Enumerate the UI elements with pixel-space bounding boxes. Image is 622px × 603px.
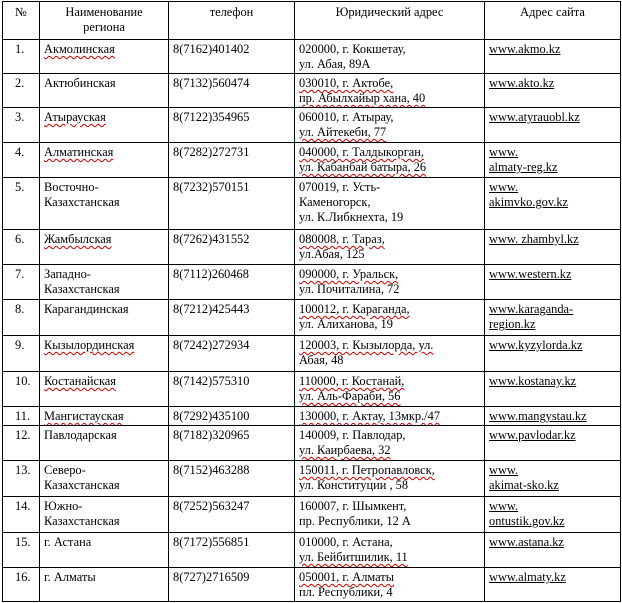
- cell-region-name: [40, 372, 169, 407]
- region-name-line: Западно-: [44, 267, 91, 281]
- header-phone: телефон: [169, 2, 295, 40]
- cell-website: [485, 372, 621, 407]
- table-row: [3, 461, 621, 497]
- cell-website: [485, 426, 621, 461]
- table-row: [3, 426, 621, 461]
- cell-region-name: [40, 108, 169, 143]
- website-link-line[interactable]: www.kostanay.kz: [489, 374, 577, 388]
- region-name-line: Павлодарская: [44, 428, 117, 442]
- address-line: 120003, г. Кызылорда, ул.: [299, 338, 434, 352]
- address-line: пл. Республики, 4: [299, 585, 393, 599]
- cell-phone: 8(7232)570151: [169, 178, 295, 230]
- cell-region-name: [40, 40, 169, 74]
- website-link-line[interactable]: almaty-reg.kz: [489, 160, 558, 174]
- cell-address: [295, 230, 485, 265]
- website-link-line[interactable]: ontustik.gov.kz: [489, 514, 565, 528]
- cell-website: [485, 40, 621, 74]
- cell-num: 8.: [3, 300, 40, 336]
- cell-website: [485, 265, 621, 300]
- address-line: Абая, 48: [299, 353, 344, 367]
- cell-address: [295, 108, 485, 143]
- cell-website: [485, 74, 621, 108]
- cell-num: 4.: [3, 143, 40, 178]
- cell-website: [485, 300, 621, 336]
- cell-num: 10.: [3, 372, 40, 407]
- cell-num: 9.: [3, 336, 40, 372]
- cell-phone: 8(7182)320965: [169, 426, 295, 461]
- address-line: 090000, г. Уральск,: [299, 267, 399, 281]
- cell-website: [485, 108, 621, 143]
- website-link-line[interactable]: www.akmo.kz: [489, 42, 561, 56]
- website-link-line[interactable]: www.almaty.kz: [489, 570, 566, 584]
- website-link[interactable]: [489, 535, 616, 550]
- address-line: ул. Аль-Фараби, 56: [299, 389, 401, 403]
- regions-table: [2, 1, 621, 602]
- cell-region-name: [40, 265, 169, 300]
- region-name-line: Казахстанская: [44, 195, 120, 209]
- address-line: ул. Абая, 89А: [299, 57, 371, 71]
- region-name-line: Мангистауская: [44, 409, 124, 423]
- cell-phone: 8(7282)272731: [169, 143, 295, 178]
- address-line: пр. Абылхайыр хана, 40: [299, 91, 426, 105]
- cell-region-name: [40, 336, 169, 372]
- region-name-line: г. Астана: [44, 535, 92, 549]
- cell-num: 6.: [3, 230, 40, 265]
- cell-region-name: [40, 300, 169, 336]
- website-link[interactable]: [489, 110, 616, 125]
- address-line: 100012, г. Караганда,: [299, 302, 410, 316]
- table-row: [3, 407, 621, 426]
- website-link[interactable]: [489, 180, 616, 210]
- website-link-line[interactable]: www.: [489, 499, 519, 513]
- cell-num: 16.: [3, 568, 40, 602]
- cell-region-name: [40, 178, 169, 230]
- address-line: 060010, г. Атырау,: [299, 110, 394, 124]
- cell-website: [485, 533, 621, 568]
- website-link-line[interactable]: www.pavlodar.kz: [489, 428, 576, 442]
- cell-address: [295, 568, 485, 602]
- website-link[interactable]: [489, 463, 616, 493]
- cell-num: 2.: [3, 74, 40, 108]
- website-link-line[interactable]: akimat-sko.kz: [489, 478, 559, 492]
- website-link[interactable]: [489, 570, 616, 585]
- header-address: Юридический адрес: [295, 2, 485, 40]
- website-link[interactable]: [489, 267, 616, 282]
- cell-num: 7.: [3, 265, 40, 300]
- cell-address: [295, 336, 485, 372]
- address-line: 080008, г. Тараз,: [299, 232, 385, 246]
- table-row: [3, 265, 621, 300]
- cell-phone: 8(7152)463288: [169, 461, 295, 497]
- table-row: [3, 143, 621, 178]
- address-line: ул. Алиханова, 19: [299, 317, 393, 331]
- website-link-line[interactable]: www.western.kz: [489, 267, 572, 281]
- website-link-line[interactable]: www.: [489, 145, 519, 159]
- region-name-line: Казахстанская: [44, 514, 120, 528]
- address-line: ул. Конституции , 58: [299, 478, 409, 492]
- cell-region-name: [40, 230, 169, 265]
- cell-phone: 8(7122)354965: [169, 108, 295, 143]
- table-row: [3, 40, 621, 74]
- address-line: 050001, г. Алматы: [299, 570, 395, 584]
- cell-num: 11.: [3, 407, 40, 426]
- website-link[interactable]: [489, 428, 616, 443]
- website-link-line[interactable]: www.mangystau.kz: [489, 409, 587, 423]
- cell-num: 13.: [3, 461, 40, 497]
- address-line: 030010, г. Актобе,: [299, 76, 394, 90]
- region-name-line: г. Алматы: [44, 570, 96, 584]
- cell-address: [295, 40, 485, 74]
- address-line: 160007, г. Шымкент,: [299, 499, 407, 513]
- address-line: 070019, г. Усть-: [299, 180, 381, 194]
- cell-num: 12.: [3, 426, 40, 461]
- region-name-line: Костанайская: [44, 374, 117, 388]
- cell-website: [485, 143, 621, 178]
- cell-phone: 8(7262)431552: [169, 230, 295, 265]
- cell-phone: 8(7162)401402: [169, 40, 295, 74]
- website-link-line[interactable]: www.astana.kz: [489, 535, 564, 549]
- address-line: Каменогорск,: [299, 195, 371, 209]
- cell-num: 3.: [3, 108, 40, 143]
- cell-website: [485, 461, 621, 497]
- header-num: №: [3, 2, 40, 40]
- cell-region-name: [40, 461, 169, 497]
- cell-num: 14.: [3, 497, 40, 533]
- website-link[interactable]: [489, 76, 616, 91]
- region-name-line: Алматинская: [44, 145, 114, 159]
- cell-region-name: [40, 568, 169, 602]
- cell-region-name: [40, 143, 169, 178]
- cell-address: [295, 74, 485, 108]
- cell-region-name: [40, 407, 169, 426]
- cell-region-name: [40, 426, 169, 461]
- region-name-line: Южно-: [44, 499, 83, 513]
- cell-website: [485, 497, 621, 533]
- cell-address: [295, 407, 485, 426]
- address-line: ул. Айтекеби, 77: [299, 125, 387, 139]
- website-link[interactable]: [489, 338, 616, 353]
- website-link-line[interactable]: www.atyrauobl.kz: [489, 110, 580, 124]
- website-link-line[interactable]: www. zhambyl.kz: [489, 232, 579, 246]
- cell-phone: 8(7212)425443: [169, 300, 295, 336]
- cell-num: 15.: [3, 533, 40, 568]
- cell-address: [295, 372, 485, 407]
- cell-website: [485, 178, 621, 230]
- cell-phone: 8(7252)563247: [169, 497, 295, 533]
- website-link[interactable]: [489, 374, 616, 389]
- region-name-line: Акмолинская: [44, 42, 115, 56]
- website-link[interactable]: [489, 302, 616, 332]
- table-row: [3, 230, 621, 265]
- region-name-line: Восточно-: [44, 180, 99, 194]
- region-name-line: Казахстанская: [44, 282, 120, 296]
- header-website: Адрес сайта: [485, 2, 621, 40]
- region-name-line: Жамбылская: [44, 232, 112, 246]
- website-link-line[interactable]: www.: [489, 180, 519, 194]
- cell-website: [485, 568, 621, 602]
- region-name-line: Актюбинская: [44, 76, 116, 90]
- website-link-line[interactable]: www.: [489, 463, 519, 477]
- cell-phone: 8(7132)560474: [169, 74, 295, 108]
- address-line: ул. К.Либкнехта, 19: [299, 210, 404, 224]
- region-name-line: Казахстанская: [44, 478, 120, 492]
- cell-region-name: [40, 74, 169, 108]
- header-row: [3, 2, 621, 40]
- cell-phone: 8(7142)575310: [169, 372, 295, 407]
- cell-phone: 8(727)2716509: [169, 568, 295, 602]
- table-row: [3, 300, 621, 336]
- address-line: 040000, г. Талдыкорган,: [299, 145, 425, 159]
- cell-website: [485, 336, 621, 372]
- header-region-name-line2: региона: [83, 20, 125, 34]
- cell-website: [485, 407, 621, 426]
- website-link-line[interactable]: www.kyzylorda.kz: [489, 338, 583, 352]
- cell-phone: 8(7292)435100: [169, 407, 295, 426]
- address-line: ул. Каирбаева, 32: [299, 443, 391, 457]
- cell-address: [295, 300, 485, 336]
- cell-website: [485, 230, 621, 265]
- address-line: 150011, г. Петропавловск,: [299, 463, 435, 477]
- cell-address: [295, 461, 485, 497]
- address-line: ул. Почиталина, 72: [299, 282, 400, 296]
- cell-address: [295, 497, 485, 533]
- website-link[interactable]: [489, 42, 616, 57]
- region-name-line: Карагандинская: [44, 302, 129, 316]
- address-line: ул.Абая, 125: [299, 247, 365, 261]
- website-link-line[interactable]: region.kz: [489, 317, 536, 331]
- cell-address: [295, 265, 485, 300]
- address-line: ул. Бейбитшилик, 11: [299, 550, 408, 564]
- table-row: [3, 372, 621, 407]
- address-line: 020000, г. Кокшетау,: [299, 42, 406, 56]
- cell-num: 5.: [3, 178, 40, 230]
- table-row: [3, 336, 621, 372]
- header-region-name: [40, 2, 169, 40]
- cell-address: [295, 178, 485, 230]
- website-link[interactable]: [489, 409, 616, 424]
- table-row: [3, 568, 621, 602]
- region-name-line: Северо-: [44, 463, 86, 477]
- cell-address: [295, 533, 485, 568]
- cell-address: [295, 143, 485, 178]
- address-line: 010000, г. Астана,: [299, 535, 393, 549]
- website-link-line[interactable]: www.karaganda-: [489, 302, 574, 316]
- table-row: [3, 178, 621, 230]
- cell-address: [295, 426, 485, 461]
- header-region-name-line1: Наименование: [65, 5, 143, 19]
- address-line: 110000, г. Костанай,: [299, 374, 405, 388]
- cell-region-name: [40, 497, 169, 533]
- address-line: пр. Республики, 12 А: [299, 514, 411, 528]
- address-line: 130000, г. Актау, 13мкр./47: [299, 409, 441, 423]
- cell-num: 1.: [3, 40, 40, 74]
- table-row: [3, 533, 621, 568]
- website-link-line[interactable]: www.akto.kz: [489, 76, 555, 90]
- website-link[interactable]: [489, 232, 616, 247]
- cell-phone: 8(7242)272934: [169, 336, 295, 372]
- region-name-line: Атырауская: [44, 110, 106, 124]
- website-link[interactable]: [489, 145, 616, 175]
- table-row: [3, 74, 621, 108]
- cell-phone: 8(7172)556851: [169, 533, 295, 568]
- region-name-line: Кызылординская: [44, 338, 135, 352]
- table-row: [3, 497, 621, 533]
- website-link[interactable]: [489, 499, 616, 529]
- cell-region-name: [40, 533, 169, 568]
- cell-phone: 8(7112)260468: [169, 265, 295, 300]
- address-line: 140009, г. Павлодар,: [299, 428, 406, 442]
- table-row: [3, 108, 621, 143]
- address-line: ул. Кабанбай батыра, 26: [299, 160, 427, 174]
- website-link-line[interactable]: akimvko.gov.kz: [489, 195, 569, 209]
